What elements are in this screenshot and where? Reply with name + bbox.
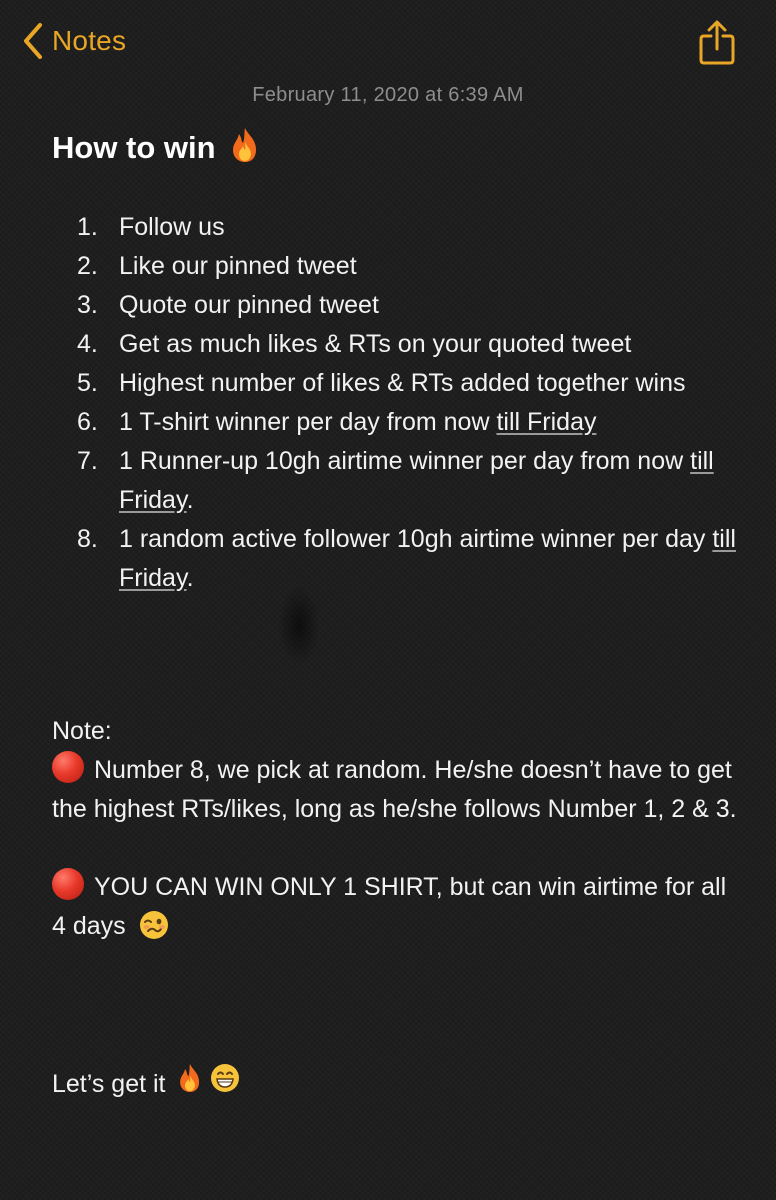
steps-list [0, 208, 776, 598]
list-item-number: 7. [77, 447, 98, 475]
red-circle-icon [52, 868, 84, 900]
note-paragraph-2-text: YOU CAN WIN ONLY 1 SHIRT, but can win airtime for all 4 days [52, 873, 727, 940]
red-circle-icon [52, 751, 84, 783]
list-item-text: 1 random active follower 10gh airtime winner per day [119, 525, 713, 553]
list-item-number: 4. [77, 330, 98, 358]
note-section [52, 712, 742, 952]
list-item [0, 325, 776, 364]
grinning-face-icon [210, 1063, 240, 1105]
fire-icon [228, 126, 262, 169]
woozy-face-icon [139, 910, 169, 952]
spacer [52, 829, 742, 868]
back-label: Notes [52, 25, 127, 56]
list-item-number: 1. [77, 213, 98, 241]
fire-icon [176, 1062, 204, 1106]
list-item [0, 520, 776, 598]
note-title: How to win [52, 129, 216, 165]
date-link[interactable]: till Friday [496, 408, 597, 436]
chevron-left-icon [22, 22, 44, 60]
list-item [0, 364, 776, 403]
list-item-text-tail: . [186, 486, 194, 514]
list-item-number: 6. [77, 408, 98, 436]
date-link[interactable]: till Friday [119, 447, 714, 514]
list-item-number: 3. [77, 291, 98, 319]
list-item-number: 5. [77, 369, 98, 397]
note-title-row [52, 126, 262, 169]
list-item [0, 403, 776, 442]
list-item-number: 8. [77, 525, 98, 553]
back-button[interactable] [22, 22, 126, 60]
list-item [0, 442, 776, 520]
note-timestamp: February 11, 2020 at 6:39 AM [252, 84, 524, 106]
share-icon [698, 53, 736, 70]
list-item [0, 208, 776, 247]
list-item-text: Like our pinned tweet [119, 252, 357, 280]
nav-bar [0, 18, 776, 68]
list-item [0, 247, 776, 286]
list-item-text-tail: . [186, 564, 194, 592]
share-button[interactable] [698, 20, 736, 71]
list-item-number: 2. [77, 252, 98, 280]
list-item-text: Follow us [119, 213, 225, 241]
list-item-text: 1 Runner-up 10gh airtime winner per day from now [119, 447, 691, 475]
note-paragraph-1 [52, 751, 742, 829]
note-paragraph-1-text: Number 8, we pick at random. He/she doesn’t have to get the highest RTs/likes, long as he/she follows Number 1, 2 & 3. [52, 756, 737, 823]
note-label: Note: [52, 717, 112, 745]
list-item-text: Quote our pinned tweet [119, 291, 379, 319]
note-paragraph-2 [52, 868, 742, 952]
list-item-text: Get as much likes & RTs on your quoted tweet [119, 330, 632, 358]
list-item [0, 286, 776, 325]
list-item-text: Highest number of likes & RTs added together wins [119, 369, 686, 397]
closing-text: Let’s get it [52, 1069, 166, 1098]
closing-line [52, 1062, 240, 1106]
list-item-text: 1 T-shirt winner per day from now [119, 408, 497, 436]
date-link[interactable]: till Friday [119, 525, 736, 592]
